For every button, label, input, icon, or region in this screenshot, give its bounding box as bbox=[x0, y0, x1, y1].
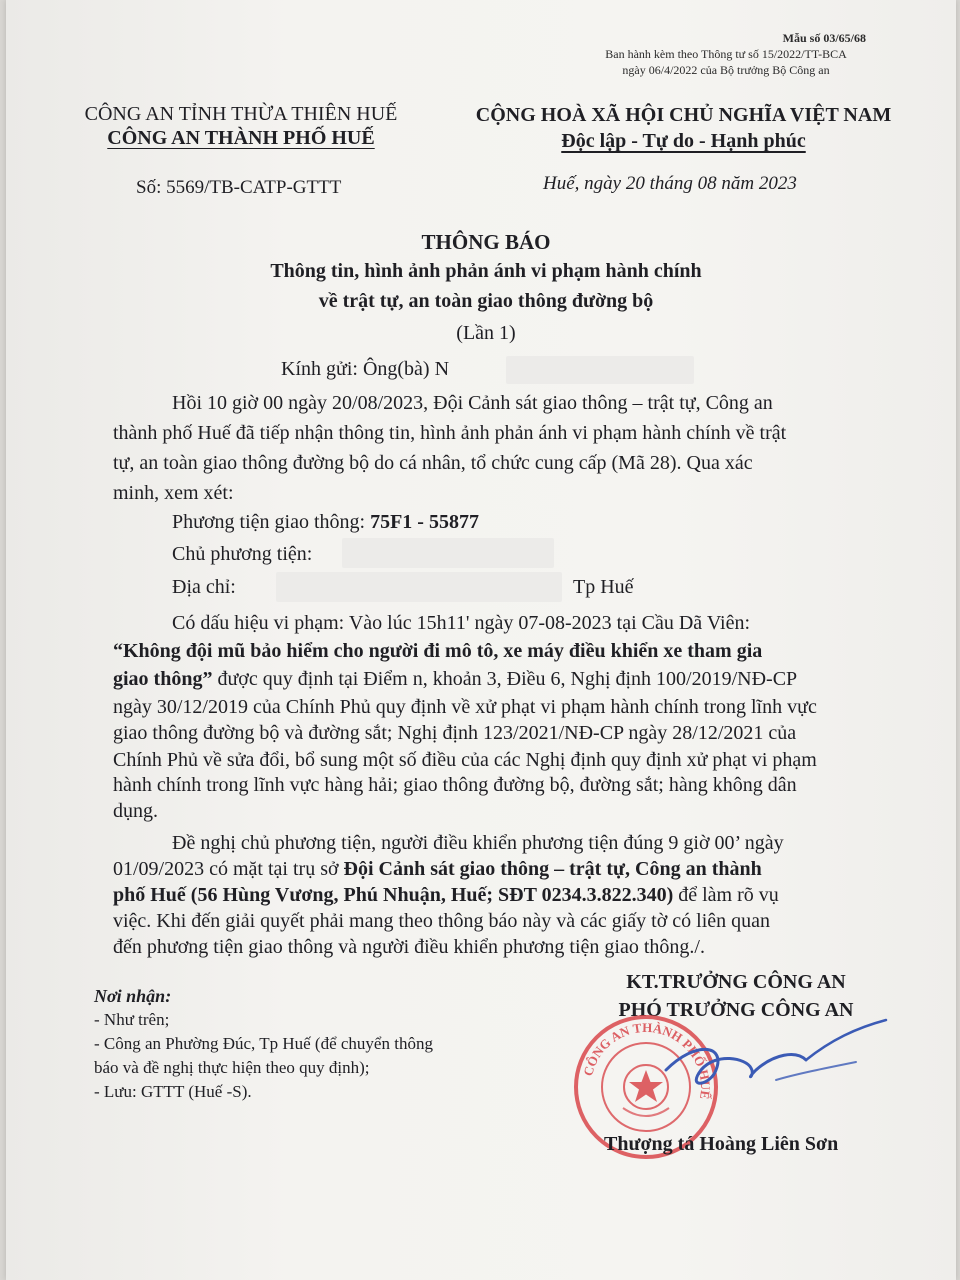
signatory-title-2: PHÓ TRƯỞNG CÔNG AN bbox=[618, 999, 854, 1021]
signatory-title-1: KT.TRƯỞNG CÔNG AN bbox=[626, 971, 846, 993]
document-subtitle-1: Thông tin, hình ảnh phản ánh vi phạm hành chính bbox=[270, 260, 702, 282]
request-line: 01/09/2023 có mặt tại trụ sở Đội Cảnh sát giao thông – trật tự, Công an thành bbox=[113, 858, 762, 880]
recipient-item: - Công an Phường Đúc, Tp Huế (để chuyển thông bbox=[94, 1034, 433, 1053]
address-label: Địa chỉ: bbox=[172, 576, 236, 598]
form-note-2: ngày 06/4/2022 của Bộ trưởng Bộ Công an bbox=[622, 63, 830, 77]
violation-description: “Không đội mũ bảo hiểm cho người đi mô tô, xe máy điều khiển xe tham gia bbox=[113, 640, 763, 662]
addressee: Kính gửi: Ông(bà) N bbox=[281, 358, 450, 380]
document-subtitle-2: về trật tự, an toàn giao thông đường bộ bbox=[318, 290, 654, 312]
handwritten-signature-icon bbox=[656, 1010, 926, 1150]
document-title: THÔNG BÁO bbox=[421, 230, 551, 254]
form-code: Mẫu số 03/65/68 bbox=[782, 31, 866, 45]
nation-name: CỘNG HOÀ XÃ HỘI CHỦ NGHĨA VIỆT NAM bbox=[475, 104, 892, 126]
recipient-item: báo và đề nghị thực hiện theo quy định); bbox=[94, 1058, 370, 1077]
redacted-name bbox=[506, 356, 694, 384]
motto: Độc lập - Tự do - Hạnh phúc bbox=[561, 130, 806, 152]
owner-label: Chủ phương tiện: bbox=[172, 543, 313, 565]
paragraph-1-line: minh, xem xét: bbox=[113, 482, 234, 504]
paragraph-1-line: tự, an toàn giao thông đường bộ do cá nhân, tổ chức cung cấp (Mã 28). Qua xác bbox=[113, 452, 753, 474]
paragraph-1-line: Hồi 10 giờ 00 ngày 20/08/2023, Đội Cảnh sát giao thông – trật tự, Công an bbox=[172, 392, 773, 414]
violation-line: giao thông” được quy định tại Điểm n, khoản 3, Điều 6, Nghị định 100/2019/NĐ-CP bbox=[113, 668, 798, 690]
form-reference bbox=[566, 30, 886, 78]
recipient-item: - Như trên; bbox=[94, 1010, 170, 1029]
request-line: phố Huế (56 Hùng Vương, Phú Nhuận, Huế; SĐT 0234.3.822.340) để làm rõ vụ bbox=[113, 884, 779, 906]
recipient-item: - Lưu: GTTT (Huế -S). bbox=[94, 1082, 252, 1101]
vehicle-plate: 75F1 - 55877 bbox=[370, 511, 479, 533]
violation-line: Chính Phủ về sửa đổi, bổ sung một số điều của các Nghị định quy định xử phạt vi phạm bbox=[113, 749, 817, 771]
violation-line: giao thông đường bộ và đường sắt; Nghị định 123/2021/NĐ-CP ngày 28/12/2021 của bbox=[113, 722, 797, 744]
document-number: Số: 5569/TB-CATP-GTTT bbox=[136, 177, 342, 198]
document-date: Huế, ngày 20 tháng 08 năm 2023 bbox=[543, 173, 797, 194]
vehicle-label: Phương tiện giao thông: bbox=[172, 511, 371, 533]
violation-line: dụng. bbox=[113, 800, 158, 822]
request-line: việc. Khi đến giải quyết phải mang theo thông báo này và các giấy tờ có liên quan bbox=[113, 910, 771, 932]
agency-parent: CÔNG AN TỈNH THỪA THIÊN HUẾ bbox=[84, 103, 398, 125]
form-note-1: Ban hành kèm theo Thông tư số 15/2022/TT-BCA bbox=[605, 47, 847, 61]
violation-line: hành chính trong lĩnh vực hàng hải; giao thông đường bộ, đường sắt; hàng không dân bbox=[113, 774, 797, 796]
violation-intro: Có dấu hiệu vi phạm: Vào lúc 15h11' ngày 07-08-2023 tại Cầu Dã Viên: bbox=[172, 612, 751, 634]
recipients-block bbox=[94, 984, 433, 1104]
recipients-label: Nơi nhận: bbox=[94, 986, 172, 1006]
title-block bbox=[106, 228, 866, 348]
redacted-owner bbox=[342, 538, 554, 568]
redacted-address bbox=[276, 572, 562, 602]
notice-round: (Lần 1) bbox=[456, 322, 516, 344]
vehicle-line bbox=[172, 511, 479, 534]
violation-line: ngày 30/12/2019 của Chính Phủ quy định về xử phạt vi phạm hành chính trong lĩnh vực bbox=[113, 696, 817, 718]
agency-header bbox=[46, 102, 436, 150]
svg-text:CÔNG AN THÀNH PHỐ HUẾ: CÔNG AN THÀNH PHỐ HUẾ bbox=[580, 1019, 714, 1101]
address-city: Tp Huế bbox=[573, 576, 634, 598]
national-header bbox=[446, 102, 921, 154]
paragraph-1-line: thành phố Huế đã tiếp nhận thông tin, hình ảnh phản ánh vi phạm hành chính về trật bbox=[113, 422, 787, 444]
request-line: đến phương tiện giao thông và người điều khiển phương tiện giao thông./. bbox=[113, 936, 705, 958]
request-line: Đề nghị chủ phương tiện, người điều khiển phương tiện đúng 9 giờ 00’ ngày bbox=[172, 832, 784, 854]
document-page bbox=[6, 0, 956, 1280]
signer-name: Thượng tá Hoàng Liên Sơn bbox=[604, 1133, 839, 1155]
agency-name: CÔNG AN THÀNH PHỐ HUẾ bbox=[107, 127, 375, 149]
